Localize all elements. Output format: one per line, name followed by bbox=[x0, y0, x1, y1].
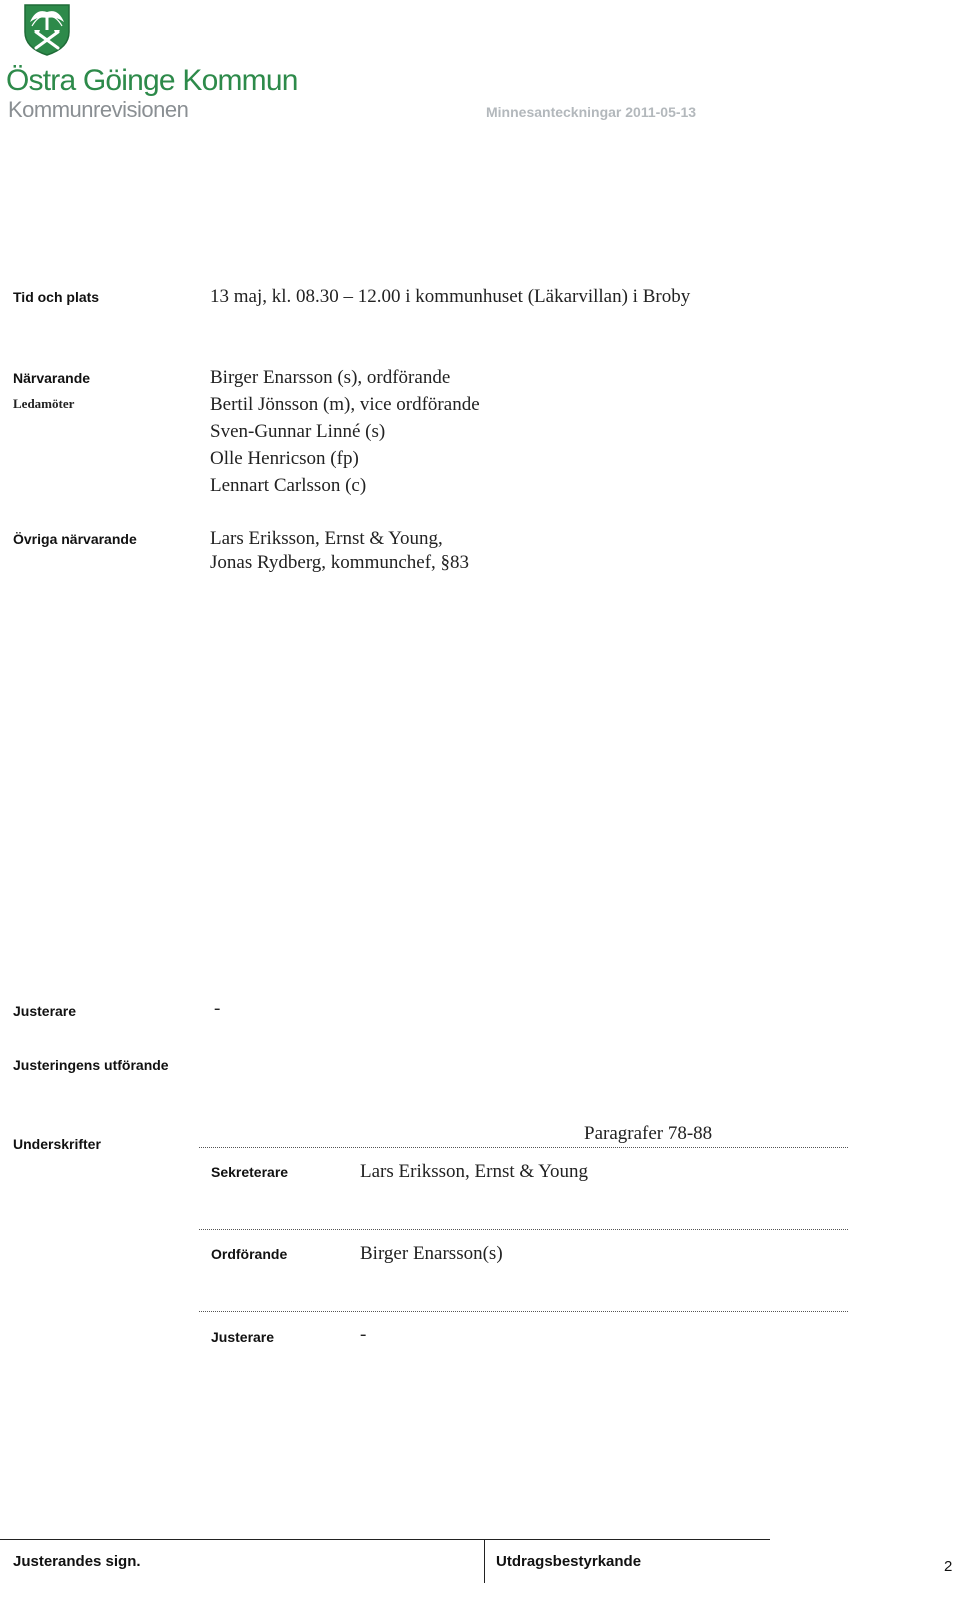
signature-line bbox=[199, 1229, 848, 1230]
signature-name: Birger Enarsson(s) bbox=[360, 1243, 503, 1264]
member-item: Birger Enarsson (s), ordförande bbox=[210, 367, 451, 388]
signature-name: - bbox=[360, 1324, 367, 1345]
paragraphs-value: Paragrafer 78-88 bbox=[584, 1123, 713, 1144]
other-attendee: Lars Eriksson, Ernst & Young, bbox=[210, 528, 443, 549]
signatures-label: Underskrifter bbox=[13, 1136, 101, 1152]
footer-vertical-divider bbox=[484, 1539, 485, 1583]
footer-divider bbox=[0, 1539, 770, 1540]
present-label: Närvarande bbox=[13, 370, 91, 386]
org-name: Östra Göinge Kommun bbox=[6, 64, 298, 97]
time-place-label: Tid och plats bbox=[13, 289, 100, 305]
time-place-value: 13 maj, kl. 08.30 – 12.00 i kommunhuset (Läkarvillan) i Broby bbox=[210, 286, 691, 307]
signature-role: Ordförande bbox=[211, 1246, 288, 1262]
member-item: Sven-Gunnar Linné (s) bbox=[210, 421, 386, 442]
adjuster-label: Justerare bbox=[13, 1003, 77, 1019]
member-item: Olle Henricson (fp) bbox=[210, 448, 359, 469]
members-label: Ledamöter bbox=[13, 396, 75, 411]
signature-role: Justerare bbox=[211, 1329, 275, 1345]
page-number: 2 bbox=[944, 1558, 953, 1575]
member-item: Lennart Carlsson (c) bbox=[210, 475, 367, 496]
footer-certified-extract: Utdragsbestyrkande bbox=[496, 1553, 642, 1570]
footer-adjusters-sign: Justerandes sign. bbox=[13, 1553, 141, 1570]
signature-name: Lars Eriksson, Ernst & Young bbox=[360, 1161, 589, 1182]
adjust-execution-label: Justeringens utförande bbox=[13, 1057, 169, 1073]
document-title: Minnesanteckningar 2011-05-13 bbox=[486, 104, 697, 120]
member-item: Bertil Jönsson (m), vice ordförande bbox=[210, 394, 480, 415]
dept-name: Kommunrevisionen bbox=[8, 97, 189, 122]
signature-line bbox=[199, 1311, 848, 1312]
signature-line bbox=[199, 1147, 848, 1148]
adjuster-value: - bbox=[214, 998, 221, 1019]
other-attendee: Jonas Rydberg, kommunchef, §83 bbox=[210, 552, 470, 573]
municipality-emblem-icon bbox=[22, 2, 72, 56]
signature-role: Sekreterare bbox=[211, 1164, 289, 1180]
others-label: Övriga närvarande bbox=[13, 531, 137, 547]
